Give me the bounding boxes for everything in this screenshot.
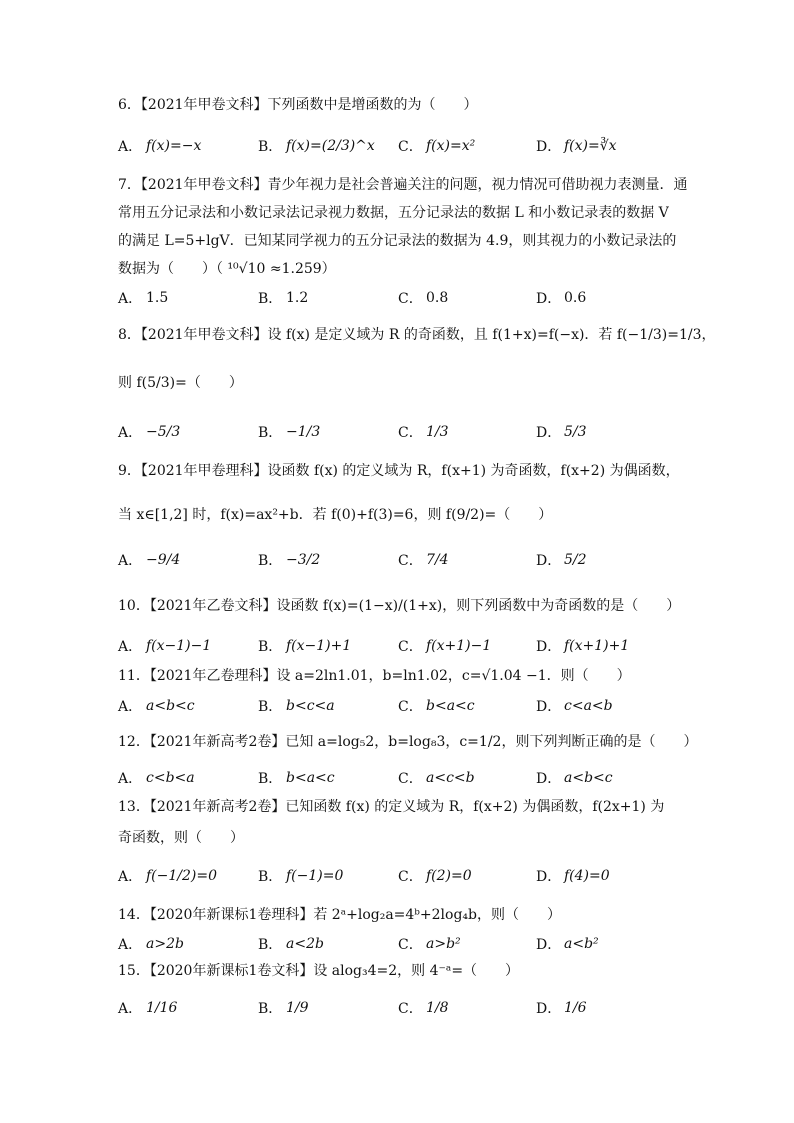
option-d: D． 5/3 bbox=[536, 424, 587, 441]
question-9-line-2: 当 x∈[1,2] 时，f(x)=ax²+b．若 f(0)+f(3)=6，则 f(9/2)=（ ） bbox=[118, 507, 553, 523]
option-b: B． a<2b bbox=[258, 936, 324, 953]
question-13-line-2: 奇函数，则（ ） bbox=[118, 830, 244, 846]
question-11-stem: 11．【2021年乙卷理科】设 a=2ln1.01，b=ln1.02，c=√1.04 −1．则（ ） bbox=[118, 668, 631, 684]
option-b: B． b<a<c bbox=[258, 770, 335, 787]
question-13-line-1: 13．【2021年新高考2卷】已知函数 f(x) 的定义域为 R，f(x+2) 为偶函数，f(2x+1) 为 bbox=[118, 799, 665, 815]
option-d: D． 1/6 bbox=[536, 1000, 587, 1017]
option-b: B． f(x)=(2/3)^x bbox=[258, 138, 375, 155]
question-8-line-1: 8．【2021年甲卷文科】设 f(x) 是定义域为 R 的奇函数，且 f(1+x)=f(−x)．若 f(−1/3)=1/3， bbox=[118, 327, 716, 343]
question-13-options bbox=[118, 866, 688, 888]
option-a: A． 1/16 bbox=[118, 1000, 178, 1017]
option-c: C． a<c<b bbox=[398, 770, 475, 787]
option-c: C． b<a<c bbox=[398, 698, 475, 715]
option-b: B． 1/9 bbox=[258, 1000, 309, 1017]
question-15-stem: 15．【2020年新课标1卷文科】设 alog₃4=2，则 4⁻ᵃ=（ ） bbox=[118, 963, 520, 979]
option-b: B． −1/3 bbox=[258, 424, 321, 441]
option-d: D． f(4)=0 bbox=[536, 868, 610, 885]
option-c: C． f(x+1)−1 bbox=[398, 638, 492, 655]
option-d: D． c<a<b bbox=[536, 698, 613, 715]
option-c: C． a>b² bbox=[398, 936, 461, 953]
question-7-line-1: 7．【2021年甲卷文科】青少年视力是社会普遍关注的问题，视力情况可借助视力表测量．通 bbox=[118, 177, 688, 193]
option-a: A． f(x)=−x bbox=[118, 138, 202, 155]
option-a: A． a<b<c bbox=[118, 698, 195, 715]
option-a: A． a>2b bbox=[118, 936, 184, 953]
option-b: B． b<c<a bbox=[258, 698, 335, 715]
question-12-stem: 12．【2021年新高考2卷】已知 a=log₅2，b=log₈3，c=1/2，则下列判断正确的是（ ） bbox=[118, 734, 698, 750]
option-d: D． f(x+1)+1 bbox=[536, 638, 630, 655]
question-8-options bbox=[118, 422, 688, 444]
question-14-stem: 14．【2020年新课标1卷理科】若 2ᵃ+log₂a=4ᵇ+2log₄b，则（ ） bbox=[118, 907, 561, 923]
question-9-options bbox=[118, 550, 688, 572]
question-10-stem: 10．【2021年乙卷文科】设函数 f(x)=(1−x)/(1+x)，则下列函数中为奇函数的是（ ） bbox=[118, 598, 681, 614]
option-a: A． c<b<a bbox=[118, 770, 195, 787]
option-d: D． a<b<c bbox=[536, 770, 613, 787]
question-8-line-2: 则 f(5/3)=（ ） bbox=[118, 375, 243, 391]
option-a: A． f(x−1)−1 bbox=[118, 638, 212, 655]
question-7-line-4: 数据为（ ）（ ¹⁰√10 ≈1.259） bbox=[118, 261, 336, 277]
option-a: A． −9/4 bbox=[118, 552, 181, 569]
option-c: C． f(x)=x² bbox=[398, 138, 476, 155]
question-14-options bbox=[118, 934, 688, 956]
option-d: D． 5/2 bbox=[536, 552, 587, 569]
option-b: B． f(x−1)+1 bbox=[258, 638, 352, 655]
option-b: B． 1.2 bbox=[258, 290, 309, 307]
question-7-line-2: 常用五分记录法和小数记录法记录视力数据，五分记录法的数据 L 和小数记录表的数据 V bbox=[118, 205, 669, 221]
option-c: C． 1/3 bbox=[398, 424, 449, 441]
question-7-options bbox=[118, 288, 688, 310]
option-d: D． f(x)=∛x bbox=[536, 138, 617, 155]
option-d: D． a<b² bbox=[536, 936, 599, 953]
option-c: C． 1/8 bbox=[398, 1000, 449, 1017]
option-a: A． −5/3 bbox=[118, 424, 181, 441]
option-c: C． f(2)=0 bbox=[398, 868, 472, 885]
option-c: C． 0.8 bbox=[398, 290, 449, 307]
option-b: B． f(−1)=0 bbox=[258, 868, 344, 885]
question-12-options bbox=[118, 768, 688, 790]
option-d: D． 0.6 bbox=[536, 290, 587, 307]
question-15-options bbox=[118, 998, 688, 1020]
question-7-line-3: 的满足 L=5+lgV．已知某同学视力的五分记录法的数据为 4.9，则其视力的小数记录法的 bbox=[118, 233, 677, 249]
question-6-stem: 6．【2021年甲卷文科】下列函数中是增函数的为（ ） bbox=[118, 97, 478, 113]
question-11-options bbox=[118, 696, 688, 718]
question-6-options bbox=[118, 136, 688, 158]
question-9-line-1: 9．【2021年甲卷理科】设函数 f(x) 的定义域为 R，f(x+1) 为奇函数，f(x+2) 为偶函数， bbox=[118, 463, 680, 479]
option-a: A． f(−1/2)=0 bbox=[118, 868, 218, 885]
option-b: B． −3/2 bbox=[258, 552, 321, 569]
question-10-options bbox=[118, 636, 688, 658]
option-c: C． 7/4 bbox=[398, 552, 449, 569]
option-a: A． 1.5 bbox=[118, 290, 169, 307]
